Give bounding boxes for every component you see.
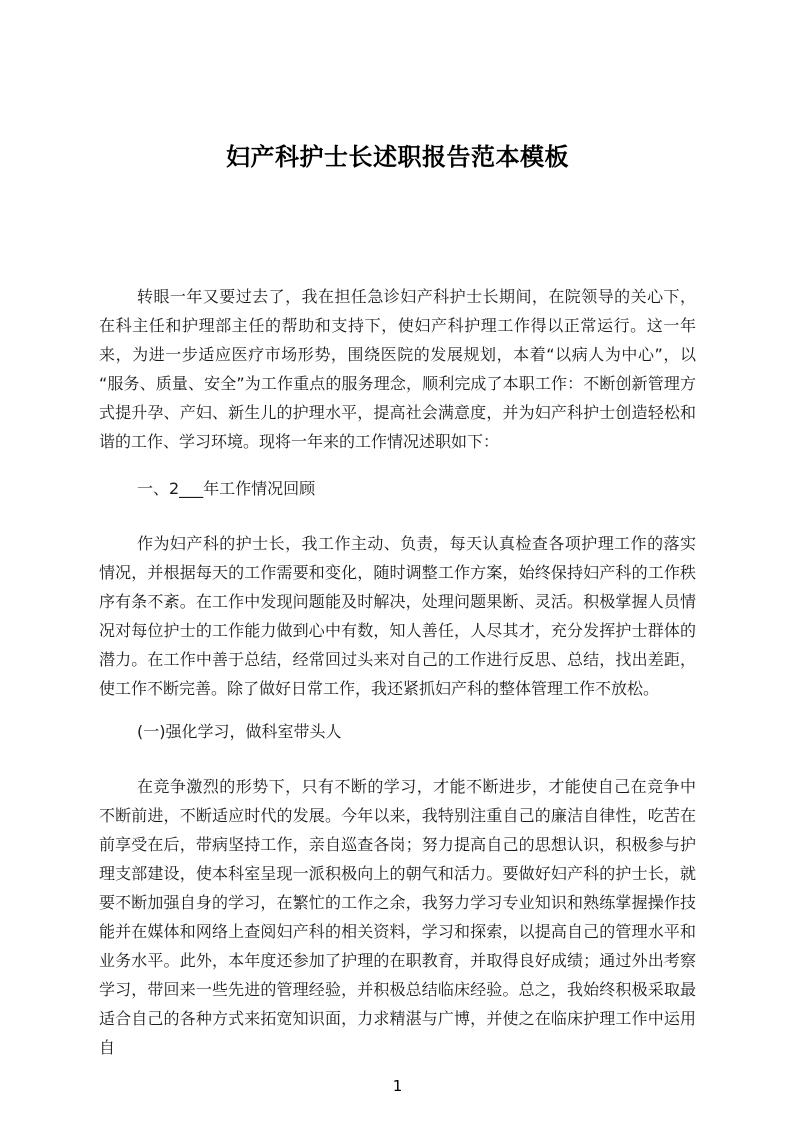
- section1-heading: 一、2___年工作情况回顾: [137, 479, 316, 498]
- section1-paragraph: 作为妇产科的护士长，我工作主动、负责，每天认真检查各项护理工作的落实情况，并根据每天的工作需要和变化，随时调整工作方案，始终保持妇产科的工作秩序有条不紊。在工作中发现问题能及时解决，处理问题果断、灵活。积极掌握人员情况对每位护士的工作能力做到心中有数，知人善任，人尽其才，充分发挥护士群体的潜力。在工作中善于总结，经常回过头来对自己的工作进行反思、总结，找出差距，使工作不断完善。除了做好日常工作，我还紧抓妇产科的整体管理工作不放松。: [99, 534, 696, 698]
- subsection1-heading: (一)强化学习，做科室带头人: [137, 722, 342, 741]
- intro-paragraph: 转眼一年又要过去了，我在担任急诊妇产科护士长期间，在院领导的关心下，在科主任和护理部主任的帮助和支持下，使妇产科护理工作得以正常运行。这一年来，为进一步适应医疗市场形势，围绕医院的发展规划，本着“以病人为中心”，以“服务、质量、安全”为工作重点的服务理念，顺利完成了本职工作：不断创新管理方式提升孕、产妇、新生儿的护理水平，提高社会满意度，并为妇产科护士创造轻松和谐的工作、学习环境。现将一年来的工作情况述职如下：: [99, 287, 696, 451]
- subsection1-paragraph: 在竞争激烈的形势下，只有不断的学习，才能不断进步，才能使自己在竞争中不断前进，不断适应时代的发展。今年以来，我特别注重自己的廉洁自律性，吃苦在前享受在后，带病坚持工作，亲自巡查各岗；努力提高自己的思想认识，积极参与护理支部建设，使本科室呈现一派积极向上的朝气和活力。要做好妇产科的护士长，就要不断加强自身的学习，在繁忙的工作之余，我努力学习专业知识和熟练掌握操作技能并在媒体和网络上查阅妇产科的相关资料，学习和探索，以提高自己的管理水平和业务水平。此外，本年度还参加了护理的在职教育，并取得良好成绩；通过外出考察学习，带回来一些先进的管理经验，并积极总结临床经验。总之，我始终积极采取最适合自己的各种方式来拓宽知识面，力求精湛与广博，并使之在临床护理工作中运用自: [99, 777, 696, 1057]
- document-content: [99, 0, 696, 1096]
- document-title: 妇产科护士长述职报告范本模板: [226, 143, 569, 171]
- page-number: 1: [392, 1077, 403, 1095]
